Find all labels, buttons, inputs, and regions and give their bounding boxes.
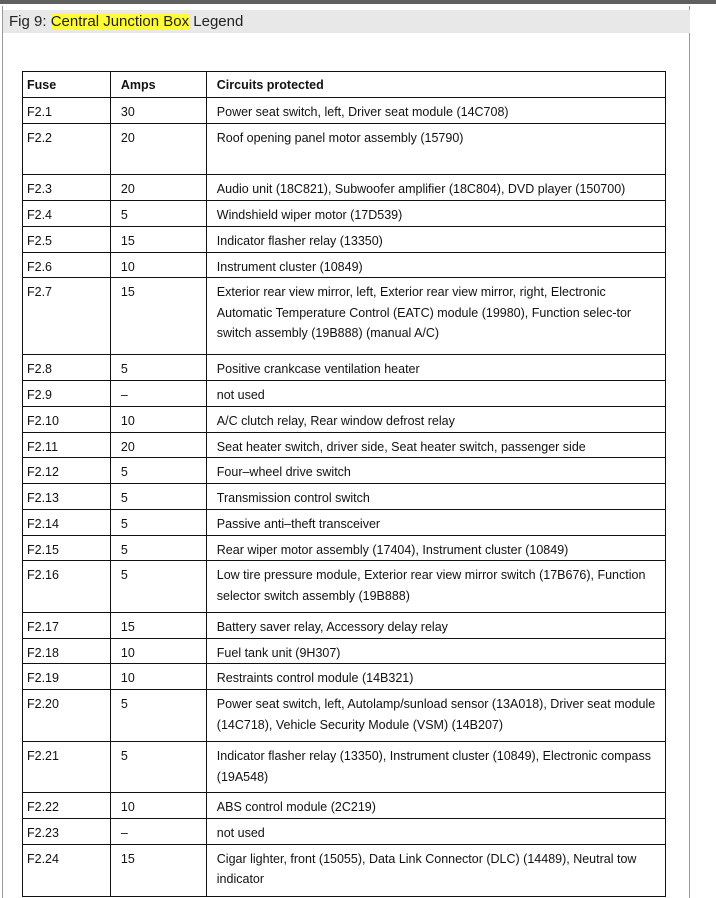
table-row [23, 690, 666, 742]
amps-cell: 15 [110, 278, 206, 355]
table-row [23, 484, 666, 510]
fuse-cell: F2.12 [23, 458, 111, 484]
table-row [23, 561, 666, 613]
table-row [23, 535, 666, 561]
circuits-cell: Positive crankcase ventilation heater [206, 355, 665, 381]
amps-cell: 20 [110, 174, 206, 200]
fuse-cell: F2.9 [23, 380, 111, 406]
fuse-cell: F2.11 [23, 432, 111, 458]
circuits-cell: ABS control module (2C219) [206, 793, 665, 819]
amps-cell: 5 [110, 458, 206, 484]
amps-cell: 10 [110, 638, 206, 664]
fuse-cell: F2.10 [23, 406, 111, 432]
header-amps: Amps [110, 72, 206, 98]
table-row [23, 226, 666, 252]
right-margin [691, 6, 716, 895]
fuse-cell: F2.2 [23, 123, 111, 174]
fuse-cell: F2.21 [23, 742, 111, 793]
caption-suffix: Legend [189, 13, 244, 30]
fuse-cell: F2.8 [23, 355, 111, 381]
table-row [23, 844, 666, 896]
circuits-cell: Windshield wiper motor (17D539) [206, 200, 665, 226]
figure-caption [3, 10, 690, 33]
fuse-cell: F2.5 [23, 226, 111, 252]
circuits-cell: Battery saver relay, Accessory delay relay [206, 613, 665, 639]
table-row [23, 613, 666, 639]
fuse-cell: F2.15 [23, 535, 111, 561]
amps-cell: 10 [110, 664, 206, 690]
fuse-cell: F2.17 [23, 613, 111, 639]
table-row [23, 174, 666, 200]
table-body [23, 98, 666, 897]
fuse-cell: F2.24 [23, 844, 111, 896]
header-fuse: Fuse [23, 72, 111, 98]
amps-cell: – [110, 380, 206, 406]
fuse-legend-table [22, 71, 666, 897]
circuits-cell: Power seat switch, left, Driver seat module (14C708) [206, 98, 665, 124]
amps-cell: 5 [110, 355, 206, 381]
fuse-cell: F2.3 [23, 174, 111, 200]
amps-cell: 5 [110, 561, 206, 613]
table-row [23, 742, 666, 793]
table-row [23, 200, 666, 226]
fuse-cell: F2.13 [23, 484, 111, 510]
fuse-cell: F2.23 [23, 819, 111, 845]
amps-cell: – [110, 819, 206, 845]
circuits-cell: Cigar lighter, front (15055), Data Link Connector (DLC) (14489), Neutral tow indicator [206, 844, 665, 896]
circuits-cell: Passive anti–theft transceiver [206, 509, 665, 535]
circuits-cell: Restraints control module (14B321) [206, 664, 665, 690]
table-row [23, 98, 666, 124]
circuits-cell: Instrument cluster (10849) [206, 252, 665, 278]
circuits-cell: Indicator flasher relay (13350), Instrument cluster (10849), Electronic compass (19A548) [206, 742, 665, 793]
circuits-cell: Audio unit (18C821), Subwoofer amplifier (18C804), DVD player (150700) [206, 174, 665, 200]
table-row [23, 432, 666, 458]
circuits-cell: not used [206, 819, 665, 845]
fuse-cell: F2.16 [23, 561, 111, 613]
amps-cell: 15 [110, 613, 206, 639]
amps-cell: 15 [110, 226, 206, 252]
amps-cell: 5 [110, 742, 206, 793]
caption-prefix: Fig 9: [9, 13, 51, 30]
circuits-cell: not used [206, 380, 665, 406]
header-circuits: Circuits protected [206, 72, 665, 98]
amps-cell: 20 [110, 432, 206, 458]
fuse-cell: F2.22 [23, 793, 111, 819]
amps-cell: 5 [110, 509, 206, 535]
circuits-cell: Indicator flasher relay (13350) [206, 226, 665, 252]
circuits-cell: Rear wiper motor assembly (17404), Instrument cluster (10849) [206, 535, 665, 561]
amps-cell: 5 [110, 690, 206, 742]
table-row [23, 509, 666, 535]
table-row [23, 793, 666, 819]
fuse-cell: F2.7 [23, 278, 111, 355]
table-row [23, 664, 666, 690]
circuits-cell: Transmission control switch [206, 484, 665, 510]
table-header-row [23, 72, 666, 98]
fuse-cell: F2.4 [23, 200, 111, 226]
amps-cell: 10 [110, 252, 206, 278]
circuits-cell: Roof opening panel motor assembly (15790) [206, 123, 665, 174]
table-row [23, 123, 666, 174]
table-row [23, 638, 666, 664]
amps-cell: 15 [110, 844, 206, 896]
table-row [23, 406, 666, 432]
table-row [23, 355, 666, 381]
circuits-cell: Exterior rear view mirror, left, Exterior rear view mirror, right, Electronic Automatic Temperature Control (EATC) module (19980), Function selec-tor switch assembly (19B888) (manual A/C) [206, 278, 665, 355]
top-bar [0, 0, 716, 4]
circuits-cell: Seat heater switch, driver side, Seat heater switch, passenger side [206, 432, 665, 458]
circuits-cell: Four–wheel drive switch [206, 458, 665, 484]
table-row [23, 380, 666, 406]
circuits-cell: Power seat switch, left, Autolamp/sunload sensor (13A018), Driver seat module (14C718), Vehicle Security Module (VSM) (14B207) [206, 690, 665, 742]
fuse-cell: F2.1 [23, 98, 111, 124]
circuits-cell: A/C clutch relay, Rear window defrost relay [206, 406, 665, 432]
table-row [23, 819, 666, 845]
circuits-cell: Fuel tank unit (9H307) [206, 638, 665, 664]
fuse-cell: F2.19 [23, 664, 111, 690]
fuse-cell: F2.14 [23, 509, 111, 535]
table-row [23, 278, 666, 355]
circuits-cell: Low tire pressure module, Exterior rear view mirror switch (17B676), Function selector switch assembly (19B888) [206, 561, 665, 613]
amps-cell: 20 [110, 123, 206, 174]
table-row [23, 458, 666, 484]
amps-cell: 5 [110, 484, 206, 510]
caption-highlight: Central Junction Box [50, 13, 190, 30]
fuse-cell: F2.6 [23, 252, 111, 278]
fuse-cell: F2.20 [23, 690, 111, 742]
amps-cell: 5 [110, 535, 206, 561]
amps-cell: 30 [110, 98, 206, 124]
amps-cell: 10 [110, 793, 206, 819]
table-row [23, 252, 666, 278]
amps-cell: 10 [110, 406, 206, 432]
amps-cell: 5 [110, 200, 206, 226]
fuse-cell: F2.18 [23, 638, 111, 664]
